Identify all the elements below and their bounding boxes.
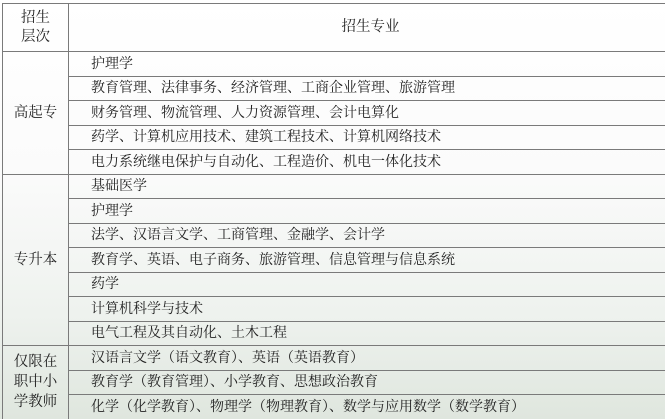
- level-label: 学教师: [13, 394, 58, 411]
- major-cell: 汉语言文学（语文教育）、英语（英语教育）: [69, 346, 665, 371]
- level-label: 职中小: [13, 374, 58, 391]
- level-cell-teachers: [3, 346, 69, 419]
- major-cell: 电气工程及其自动化、土木工程: [69, 321, 665, 346]
- table-row: [3, 125, 665, 150]
- enrollment-table: [2, 3, 665, 419]
- table-row: [3, 272, 665, 297]
- table-row: [3, 321, 665, 346]
- major-cell: 护理学: [69, 52, 665, 77]
- table-row: [3, 52, 665, 77]
- major-cell: 药学: [69, 272, 665, 297]
- table-row: [3, 76, 665, 101]
- major-cell: 护理学: [69, 199, 665, 224]
- table-row: [3, 150, 665, 175]
- major-cell: 基础医学: [69, 174, 665, 199]
- major-cell: 计算机科学与技术: [69, 297, 665, 322]
- table-row: [3, 297, 665, 322]
- major-cell: 财务管理、物流管理、人力资源管理、会计电算化: [69, 101, 665, 126]
- header-level-line: 层次: [21, 28, 50, 45]
- major-cell: 化学（化学教育）、物理学（物理教育）、数学与应用数学（数学教育）: [69, 395, 665, 419]
- table-row: [3, 346, 665, 371]
- major-cell: 教育管理、法律事务、经济管理、工商企业管理、旅游管理: [69, 76, 665, 101]
- level-label: 专升本: [13, 251, 58, 268]
- major-cell: 法学、汉语言文学、工商管理、金融学、会计学: [69, 223, 665, 248]
- table-row: [3, 370, 665, 395]
- table-row: [3, 174, 665, 199]
- major-cell: 电力系统继电保护与自动化、工程造价、机电一体化技术: [69, 150, 665, 175]
- level-cell-gaoqizhuan: [3, 52, 69, 175]
- table-row: [3, 101, 665, 126]
- header-level-line: 招生: [21, 9, 50, 26]
- table-row: [3, 395, 665, 419]
- level-cell-zhuanshengben: [3, 174, 69, 346]
- header-level-cell: [3, 4, 69, 52]
- table-row: [3, 223, 665, 248]
- level-label: 仅限在: [13, 354, 58, 371]
- table-row: [3, 199, 665, 224]
- table-header-row: [3, 4, 665, 52]
- major-cell: 教育学、英语、电子商务、旅游管理、信息管理与信息系统: [69, 248, 665, 273]
- table-row: [3, 248, 665, 273]
- major-cell: 药学、计算机应用技术、建筑工程技术、计算机网络技术: [69, 125, 665, 150]
- header-major-cell: 招生专业: [69, 4, 665, 52]
- level-label: 高起专: [13, 104, 58, 121]
- major-cell: 教育学（教育管理）、小学教育、思想政治教育: [69, 370, 665, 395]
